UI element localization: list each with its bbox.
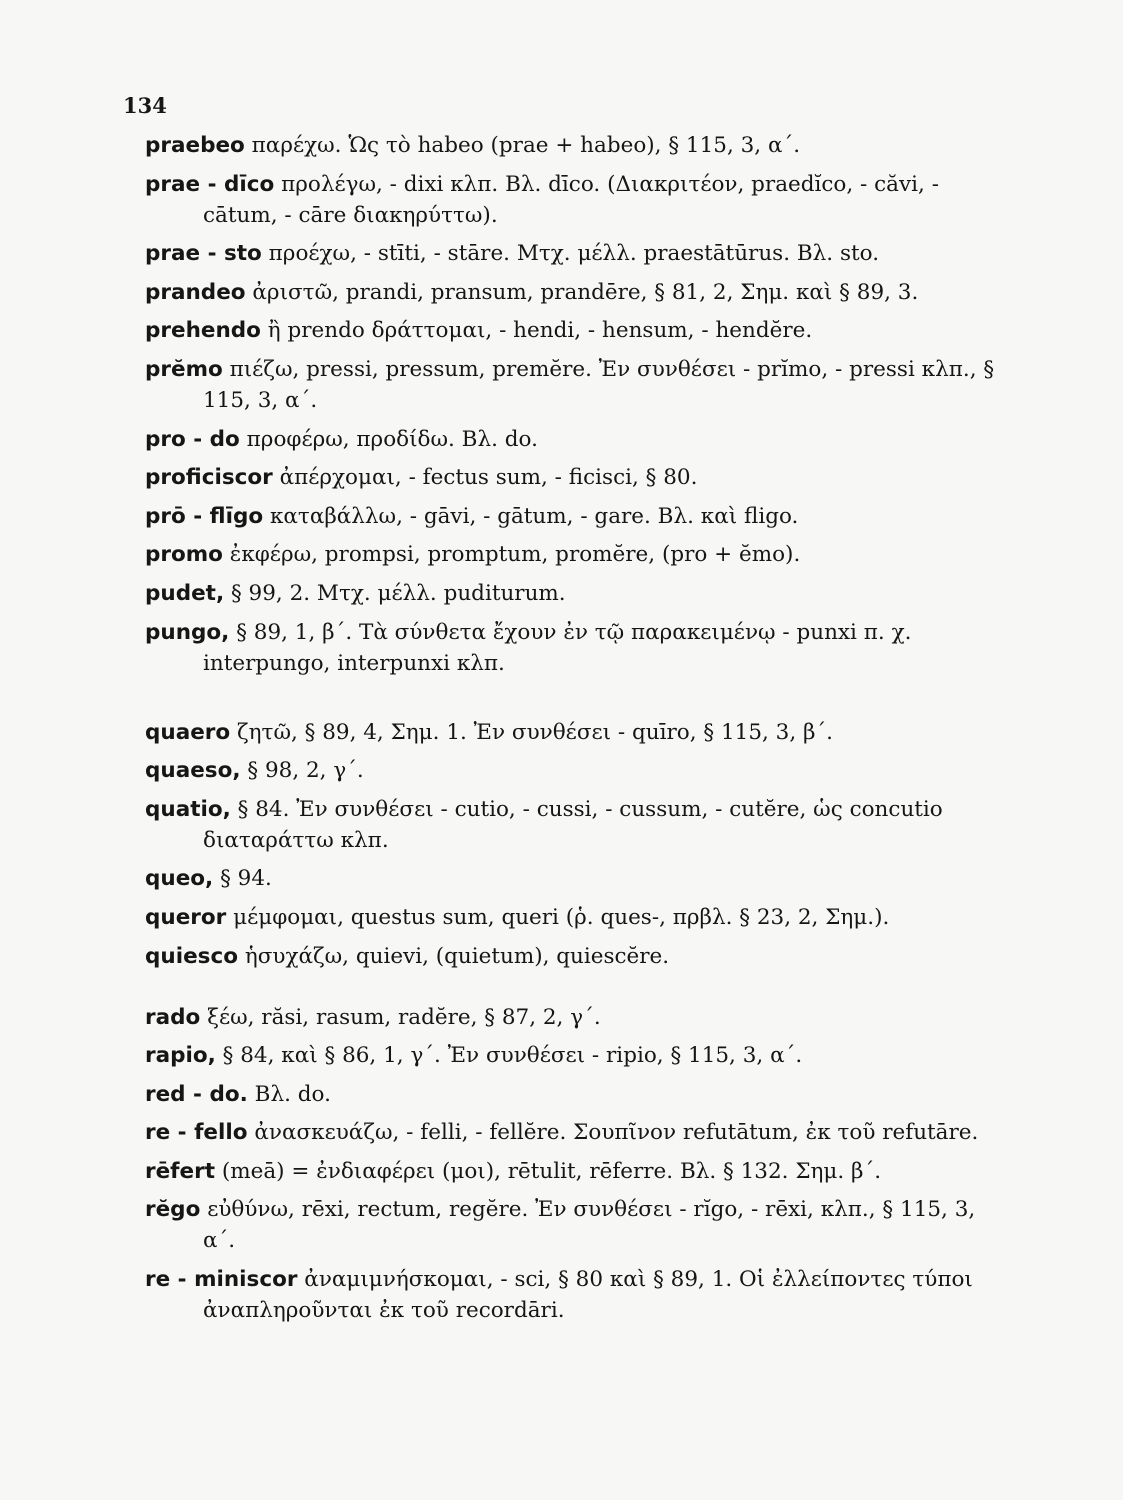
headword: pungo, — [145, 619, 230, 645]
definition: Βλ. do. — [254, 1081, 331, 1107]
entry — [145, 617, 1005, 679]
headword: rēfert — [145, 1158, 216, 1184]
entry — [145, 902, 1005, 933]
definition: ἢ prendo δράττομαι, - hendi, - hensum, - hendĕre. — [267, 318, 813, 344]
definition: § 94. — [220, 866, 272, 892]
headword: rĕgo — [145, 1197, 201, 1223]
entry — [145, 277, 1005, 308]
entry — [145, 315, 1005, 346]
entry-list — [145, 130, 1005, 1334]
headword: prehendo — [145, 318, 261, 344]
definition: § 98, 2, γ΄. — [247, 758, 364, 784]
page-number: 134 — [123, 93, 167, 118]
headword: prandeo — [145, 279, 246, 305]
headword: rado — [145, 1004, 201, 1030]
headword: red - do. — [145, 1081, 248, 1107]
definition: § 84. Ἐν συνθέσει - cutio, - cussi, - cussum, - cutĕre, ὡς concutio διαταράττω κλπ. — [203, 796, 943, 853]
entry — [145, 169, 1005, 231]
entry — [145, 238, 1005, 269]
entry — [145, 755, 1005, 786]
definition: ἀριστῶ, prandi, pransum, prandēre, § 81, 2, Σημ. καὶ § 89, 3. — [252, 279, 919, 305]
entry — [145, 1156, 1005, 1187]
headword: promo — [145, 542, 223, 568]
headword: queo, — [145, 866, 214, 892]
definition: προφέρω, προδίδω. Βλ. do. — [246, 426, 538, 452]
headword: pudet, — [145, 580, 225, 606]
headword: re - miniscor — [145, 1267, 298, 1293]
headword: queror — [145, 904, 227, 930]
entry — [145, 717, 1005, 748]
definition: ξέω, răsi, rasum, radĕre, § 87, 2, γ΄. — [207, 1004, 601, 1030]
headword: prae - dīco — [145, 171, 275, 197]
entry — [145, 578, 1005, 609]
headword: pro - do — [145, 426, 240, 452]
entry — [145, 1264, 1005, 1326]
headword: praebeo — [145, 133, 245, 158]
definition: ἀναμιμνήσκομαι, - sci, § 80 καὶ § 89, 1. Οἱ ἐλλείποντες τύποι ἀναπληροῦνται ἐκ τοῦ recordāri. — [203, 1267, 973, 1324]
definition: προλέγω, - dixi κλπ. Βλ. dīco. (Διακριτέον, praedĭco, - căvi, - cātum, - cāre διακηρύττω). — [203, 171, 939, 228]
definition: εὐθύνω, rēxi, rectum, regĕre. Ἐν συνθέσει - rĭgo, - rēxi, κλπ., § 115, 3, α΄. — [203, 1197, 976, 1254]
headword: rapio, — [145, 1043, 216, 1069]
entry — [145, 863, 1005, 894]
entry — [145, 794, 1005, 856]
headword: prĕmo — [145, 356, 223, 382]
definition: § 99, 2. Μτχ. μέλλ. puditurum. — [230, 580, 566, 606]
definition: ζητῶ, § 89, 4, Σημ. 1. Ἐν συνθέσει - quīro, § 115, 3, β΄. — [237, 719, 834, 745]
definition: πιέζω, pressi, pressum, premĕre. Ἐν συνθέσει - prĭmo, - pressi κλπ., § 115, 3, α΄. — [203, 356, 995, 413]
entry — [145, 1194, 1005, 1256]
headword: proficiscor — [145, 465, 273, 491]
entry — [145, 1040, 1005, 1071]
entry — [145, 1117, 1005, 1148]
entry — [145, 424, 1005, 455]
definition: μέμφομαι, questus sum, queri (ῥ. ques-, πρβλ. § 23, 2, Σημ.). — [233, 904, 890, 930]
headword: quiesco — [145, 943, 238, 969]
entry — [145, 1079, 1005, 1110]
definition: προέχω, - stīti, - stāre. Μτχ. μέλλ. praestātūrus. Βλ. sto. — [268, 241, 880, 267]
entry — [145, 462, 1005, 493]
definition: (meā) = ἐνδιαφέρει (μοι), rētulit, rēferre. Βλ. § 132. Σημ. β΄. — [221, 1158, 882, 1184]
definition: ἀνασκευάζω, - felli, - fellĕre. Σουπῖνον refutātum, ἐκ τοῦ refutāre. — [254, 1120, 979, 1146]
definition: παρέχω. Ὡς τὸ habeo (prae + habeo), § 115, 3, α΄. — [251, 133, 801, 158]
definition: ἀπέρχομαι, - fectus sum, - ficisci, § 80. — [279, 465, 698, 491]
headword: prae - sto — [145, 241, 262, 267]
headword: quaeso, — [145, 758, 241, 784]
entry — [145, 1002, 1005, 1033]
entry — [145, 539, 1005, 570]
entry — [145, 501, 1005, 532]
headword: quatio, — [145, 796, 231, 822]
entry — [145, 354, 1005, 416]
entry — [145, 130, 1005, 161]
definition: ἐκφέρω, prompsi, promptum, promĕre, (pro + ĕmo). — [229, 542, 801, 568]
headword: re - fello — [145, 1120, 248, 1146]
entry — [145, 941, 1005, 972]
headword: quaero — [145, 719, 231, 745]
definition: καταβάλλω, - gāvi, - gātum, - gare. Βλ. καὶ fligo. — [269, 503, 799, 529]
definition: § 84, καὶ § 86, 1, γ΄. Ἐν συνθέσει - ripio, § 115, 3, α΄. — [222, 1043, 803, 1069]
definition: § 89, 1, β΄. Τὰ σύνθετα ἔχουν ἐν τῷ παρακειμένῳ - punxi π. χ. interpungo, interpunxi κλπ. — [203, 619, 912, 676]
headword: prō - flīgo — [145, 503, 264, 529]
definition: ἡσυχάζω, quievi, (quietum), quiescĕre. — [244, 943, 670, 969]
